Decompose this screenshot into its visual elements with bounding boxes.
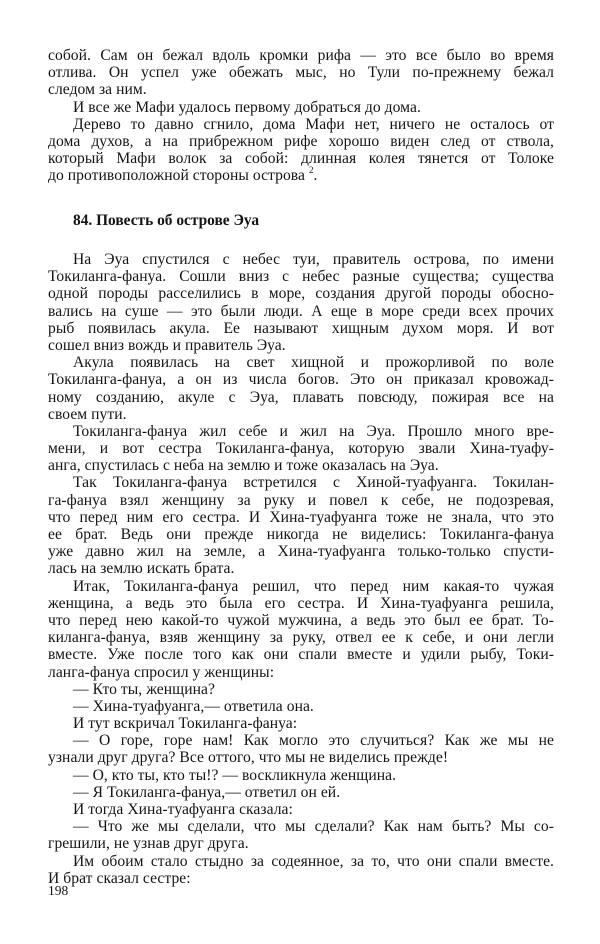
text-line: лась на землю искать брата. — [48, 560, 235, 578]
text-line: — О, кто ты, кто ты!? — воскликнула женщина. — [73, 766, 397, 784]
text-line: сошел вниз вождь и правитель Эуа. — [48, 336, 286, 354]
text-line: — О горе, горе нам! Как могло это случиться? Как же мы не — [73, 732, 554, 750]
text-line: уже давно жил на земле, а Хина-туафуанга только-только спусти- — [48, 543, 554, 561]
text-line: Токиланга-фануа. Сошли вниз с небес разные существа; существа — [48, 268, 554, 286]
text-line: ному созданию, акуле с Эуа, плавать повсюду, пожирая все на — [48, 388, 554, 406]
text-line: анга, спустилась с неба на землю и тоже оказалась на Эуа. — [48, 457, 439, 475]
footnote-marker[interactable]: 2 — [308, 165, 314, 176]
text-line: женщина, а ведь это была его сестра. И Хина-туафуанга решила, — [48, 594, 554, 612]
text-line: вместе. Уже после того как они спали вместе и удили рыбу, Токи- — [48, 646, 554, 664]
text-line: отлива. Он успел уже обежать мыс, но Тули по-прежнему бежал — [48, 64, 554, 82]
text-line-punctuation: . — [313, 167, 318, 185]
text-line: вались на суше — это были люди. А еще в море среди всех прочих — [48, 302, 554, 320]
text-line: своем пути. — [48, 405, 127, 423]
text-line: — Что же мы сделали, что мы сделали? Как нам быть? Мы со- — [73, 818, 554, 836]
text-line: И все же Мафи удалось первому добраться до дома. — [73, 98, 421, 116]
text-line: Им обоим стало стыдно за содеянное, за то, что они спали вместе. — [73, 852, 554, 870]
text-line: Так Токиланга-фануа встретился с Хиной-туафуанга. Токилан- — [73, 474, 554, 492]
text-line: собой. Сам он бежал вдоль кромки рифа — это все было во время — [48, 47, 554, 64]
text-line: узнали друг друга? Все оттого, что мы не виделись прежде! — [48, 749, 449, 767]
text-line: га-фануа взял женщину за руку и повел к себе, не подозревая, — [48, 491, 554, 509]
text-line: На Эуа спустился с небес туи, правитель острова, по имени — [73, 251, 554, 268]
text-line: одной породы расселились в море, создания другой породы обосно- — [48, 285, 554, 303]
text-line: Токиланга-фануа жил себе и жил на Эуа. Прошло много вре- — [73, 422, 554, 440]
text-line: что перед ним его сестра. И Хина-туафуанга тоже не знала, что это — [48, 508, 554, 526]
text-line-with-footnote — [48, 167, 554, 184]
text-line: ланга-фануа спросил у женщины: — [48, 663, 275, 681]
text-line: И брат сказал сестре: — [48, 869, 191, 887]
text-line: — Кто ты, женщина? — [73, 680, 215, 698]
text-line: И тут вскричал Токиланга-фануа: — [73, 715, 298, 733]
section-body — [48, 251, 554, 887]
text-line: который Мафи волок за собой: длинная колея тянется от Толоке — [48, 150, 554, 168]
text-line: следом за ним. — [48, 81, 147, 99]
text-line: — Я Токиланга-фануа,— ответил он ей. — [73, 783, 341, 801]
text-line: киланга-фануа, взяв женщину за руку, отвел ее к себе, и они легли — [48, 629, 554, 647]
text-line: мени, и вот сестра Токиланга-фануа, которую звали Хина-туафу- — [48, 440, 554, 458]
page-number: 198 — [48, 883, 69, 898]
text-line: Дерево то давно сгнило, дома Мафи нет, ничего не осталось от — [73, 115, 554, 133]
text-line: ее брат. Ведь они прежде никогда не виделись: Токиланга-фануа — [48, 526, 554, 543]
text-line-content: до противоположной стороны острова — [48, 167, 305, 185]
text-line: — Хина-туафуанга,— ответила она. — [73, 697, 314, 715]
text-line: И тогда Хина-туафуанга сказала: — [73, 801, 293, 818]
text-line: Токиланга-фануа, а он из числа богов. Это он приказал кровожад- — [48, 371, 554, 389]
text-line: рыб появилась акула. Ее называют хищным духом моря. И вот — [48, 319, 554, 337]
text-line: грешили, не узнав друг друга. — [48, 835, 249, 853]
text-line: Акула появилась на свет хищной и прожорливой по воле — [73, 354, 554, 372]
continuation-text — [48, 47, 554, 185]
text-line: что перед нею какой-то чужой мужчина, а ведь это был ее брат. То- — [48, 611, 554, 629]
text-line: Итак, Токиланга-фануа решил, что перед ним какая-то чужая — [73, 577, 554, 595]
text-line: дома духов, а на прибрежном рифе хорошо виден след от ствола, — [48, 132, 554, 150]
section-heading: 84. Повесть об острове Эуа — [73, 212, 260, 229]
